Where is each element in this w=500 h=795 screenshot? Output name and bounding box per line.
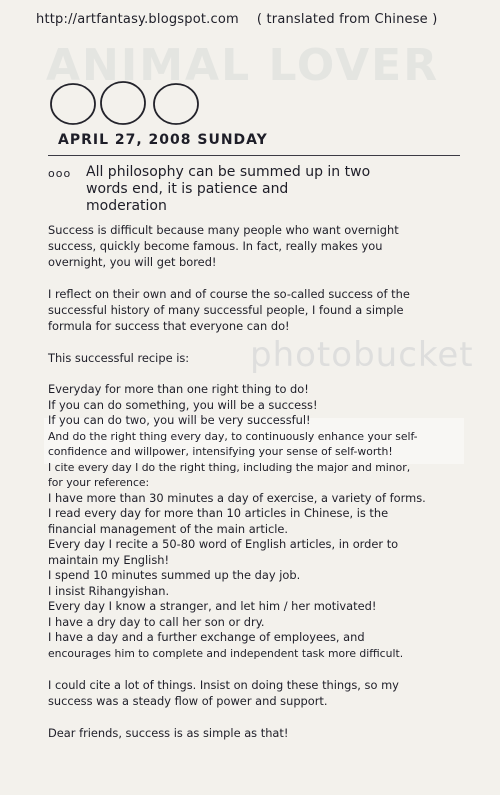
- recipe-line: confidence and willpower, intensifying your sense of self-worth!: [48, 445, 393, 458]
- paragraph: [48, 725, 468, 741]
- recipe-line: I cite every day I do the right thing, including the major and minor,: [48, 460, 411, 474]
- recipe-line: And do the right thing every day, to continuously enhance your self-: [48, 429, 418, 443]
- text-line: success, quickly become famous. In fact, really makes you: [48, 239, 383, 253]
- recipe-line: Everyday for more than one right thing to do!: [48, 382, 309, 396]
- title-line: words end, it is patience and: [86, 181, 289, 197]
- text-line: I reflect on their own and of course the so-called success of the: [48, 287, 410, 301]
- entry-title: [48, 164, 458, 215]
- text-line: formula for success that everyone can do!: [48, 319, 290, 333]
- circle-3: [154, 84, 198, 124]
- text-line: overnight, you will get bored!: [48, 255, 217, 269]
- text-line: I could cite a lot of things. Insist on doing these things, so my: [48, 678, 399, 692]
- recipe-line: financial management of the main article.: [48, 521, 289, 536]
- paragraph: [48, 350, 468, 366]
- recipe-line: encourages him to complete and independent task more difficult.: [48, 646, 404, 660]
- entry-body: [48, 222, 468, 757]
- text-line: Success is difficult because many people who want overnight: [48, 223, 399, 237]
- paragraph: [48, 222, 468, 270]
- divider: [48, 155, 460, 156]
- recipe-line: I read every day for more than 10 articles in Chinese, is the: [48, 506, 389, 520]
- text-line: success was a steady flow of power and support.: [48, 694, 328, 708]
- header-line: [36, 12, 437, 27]
- entry-date: APRIL 27, 2008 SUNDAY: [58, 132, 268, 148]
- recipe-line: If you can do something, you will be a success!: [48, 397, 318, 412]
- recipe-line: If you can do two, you will be very successful!: [48, 413, 311, 427]
- title-marker: ooo: [48, 167, 72, 180]
- text-line: This successful recipe is:: [48, 351, 190, 365]
- blog-url: http://artfantasy.blogspot.com: [36, 12, 239, 27]
- translation-note: ( translated from Chinese ): [256, 12, 438, 27]
- paragraph: [48, 677, 468, 709]
- recipe-line: Every day I recite a 50-80 word of English articles, in order to: [48, 537, 399, 551]
- title-line: moderation: [86, 198, 167, 214]
- title-line: All philosophy can be summed up in two: [86, 164, 371, 180]
- recipe-line: for your reference:: [48, 476, 150, 489]
- paragraph: [48, 286, 468, 334]
- watermark-photobucket: photobucket: [250, 335, 474, 375]
- text-line: successful history of many successful people, I found a simple: [48, 303, 404, 317]
- recipe-line: I have a dry day to call her son or dry.: [48, 614, 265, 629]
- text-line: Dear friends, success is as simple as that!: [48, 726, 289, 740]
- recipe-line: maintain my English!: [48, 552, 170, 567]
- three-circles-icon: [48, 78, 208, 130]
- watermark-title: ANIMAL LOVER: [46, 40, 440, 91]
- recipe-line: I have a day and a further exchange of employees, and: [48, 630, 365, 644]
- circle-1: [51, 84, 95, 124]
- circle-2: [101, 82, 145, 124]
- recipe-line: I insist Rihangyishan.: [48, 583, 170, 598]
- recipe-line: I spend 10 minutes summed up the day job.: [48, 568, 301, 582]
- recipe-line: Every day I know a stranger, and let him / her motivated!: [48, 599, 377, 613]
- recipe-list: [48, 382, 468, 661]
- recipe-line: I have more than 30 minutes a day of exercise, a variety of forms.: [48, 490, 426, 505]
